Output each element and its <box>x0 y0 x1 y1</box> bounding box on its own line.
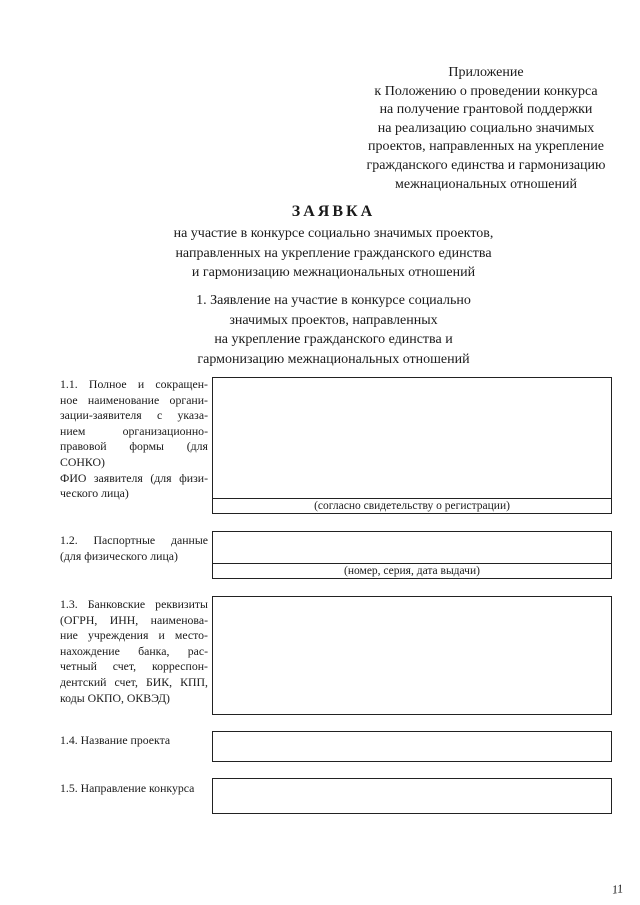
label-line: ФИО заявителя (для физи- <box>60 470 208 485</box>
appendix-header <box>336 64 636 194</box>
organization-field-caption: (согласно свидетельству о регистрации) <box>212 499 612 514</box>
section-line: значимых проектов, направленных <box>229 312 438 328</box>
label-line: 1.3. Банковские реквизиты <box>60 597 208 611</box>
label-line: ние учреждения и место- <box>60 628 208 643</box>
label-line: 1.2. Паспортные данные <box>60 533 208 547</box>
appendix-line: на получение грантовой поддержки <box>379 102 593 118</box>
passport-data-field[interactable] <box>212 531 612 564</box>
label-line: нием организационно- <box>60 423 208 438</box>
field-label-contest-direction <box>60 781 208 797</box>
passport-field-caption: (номер, серия, дата выдачи) <box>212 564 612 579</box>
label-line: правовой формы (для <box>60 439 208 454</box>
organization-name-field[interactable] <box>212 377 612 499</box>
appendix-line: к Положению о проведении конкурса <box>374 83 598 99</box>
section-line: на укрепление гражданского единства и <box>214 332 453 347</box>
field-label-organization <box>60 377 208 502</box>
appendix-line: проектов, направленных на укрепление <box>368 139 604 155</box>
label-line: нахождение банка, рас- <box>60 643 208 658</box>
field-label-bank <box>60 597 208 706</box>
label-line: коды ОКПО, ОКВЭД) <box>60 690 170 705</box>
field-label-passport <box>60 533 208 564</box>
appendix-line: гражданского единства и гармонизацию <box>366 157 606 173</box>
appendix-line: на реализацию социально значимых <box>377 120 595 136</box>
label-line: ческого лица) <box>60 486 129 501</box>
label-line: четный счет, корреспон- <box>60 659 208 674</box>
label-line: ное наименование органи- <box>60 392 208 407</box>
project-title-field[interactable] <box>212 731 612 762</box>
label-line: 1.4. Название проекта <box>60 733 171 747</box>
bank-details-field[interactable] <box>212 596 612 715</box>
label-line: (для физического лица) <box>60 548 178 563</box>
appendix-line: Приложение <box>448 65 524 80</box>
section-heading <box>0 291 640 369</box>
label-line: 1.1. Полное и сокращен- <box>60 377 208 391</box>
field-label-project-title <box>60 733 208 749</box>
label-line: СОНКО) <box>60 454 105 469</box>
label-line: дентский счет, БИК, КПП, <box>60 674 208 689</box>
appendix-line: межнациональных отношений <box>395 176 577 192</box>
document-title: ЗАЯВКА <box>291 203 376 220</box>
label-line: 1.5. Направление конкурса <box>60 781 195 795</box>
contest-direction-field[interactable] <box>212 778 612 814</box>
section-line: гармонизацию межнациональных отношений <box>197 351 470 367</box>
label-line: (ОГРН, ИНН, наименова- <box>60 612 208 627</box>
label-line: зации-заявителя с указа- <box>60 408 208 423</box>
subtitle-line: на участие в конкурсе социально значимых проектов, <box>173 226 494 241</box>
subtitle-line: направленных на укрепление гражданского единства <box>175 245 492 261</box>
section-line: 1. Заявление на участие в конкурсе социально <box>196 293 471 308</box>
document-subtitle <box>0 224 640 283</box>
page-number: 11 <box>611 881 624 897</box>
subtitle-line: и гармонизацию межнациональных отношений <box>191 265 476 280</box>
